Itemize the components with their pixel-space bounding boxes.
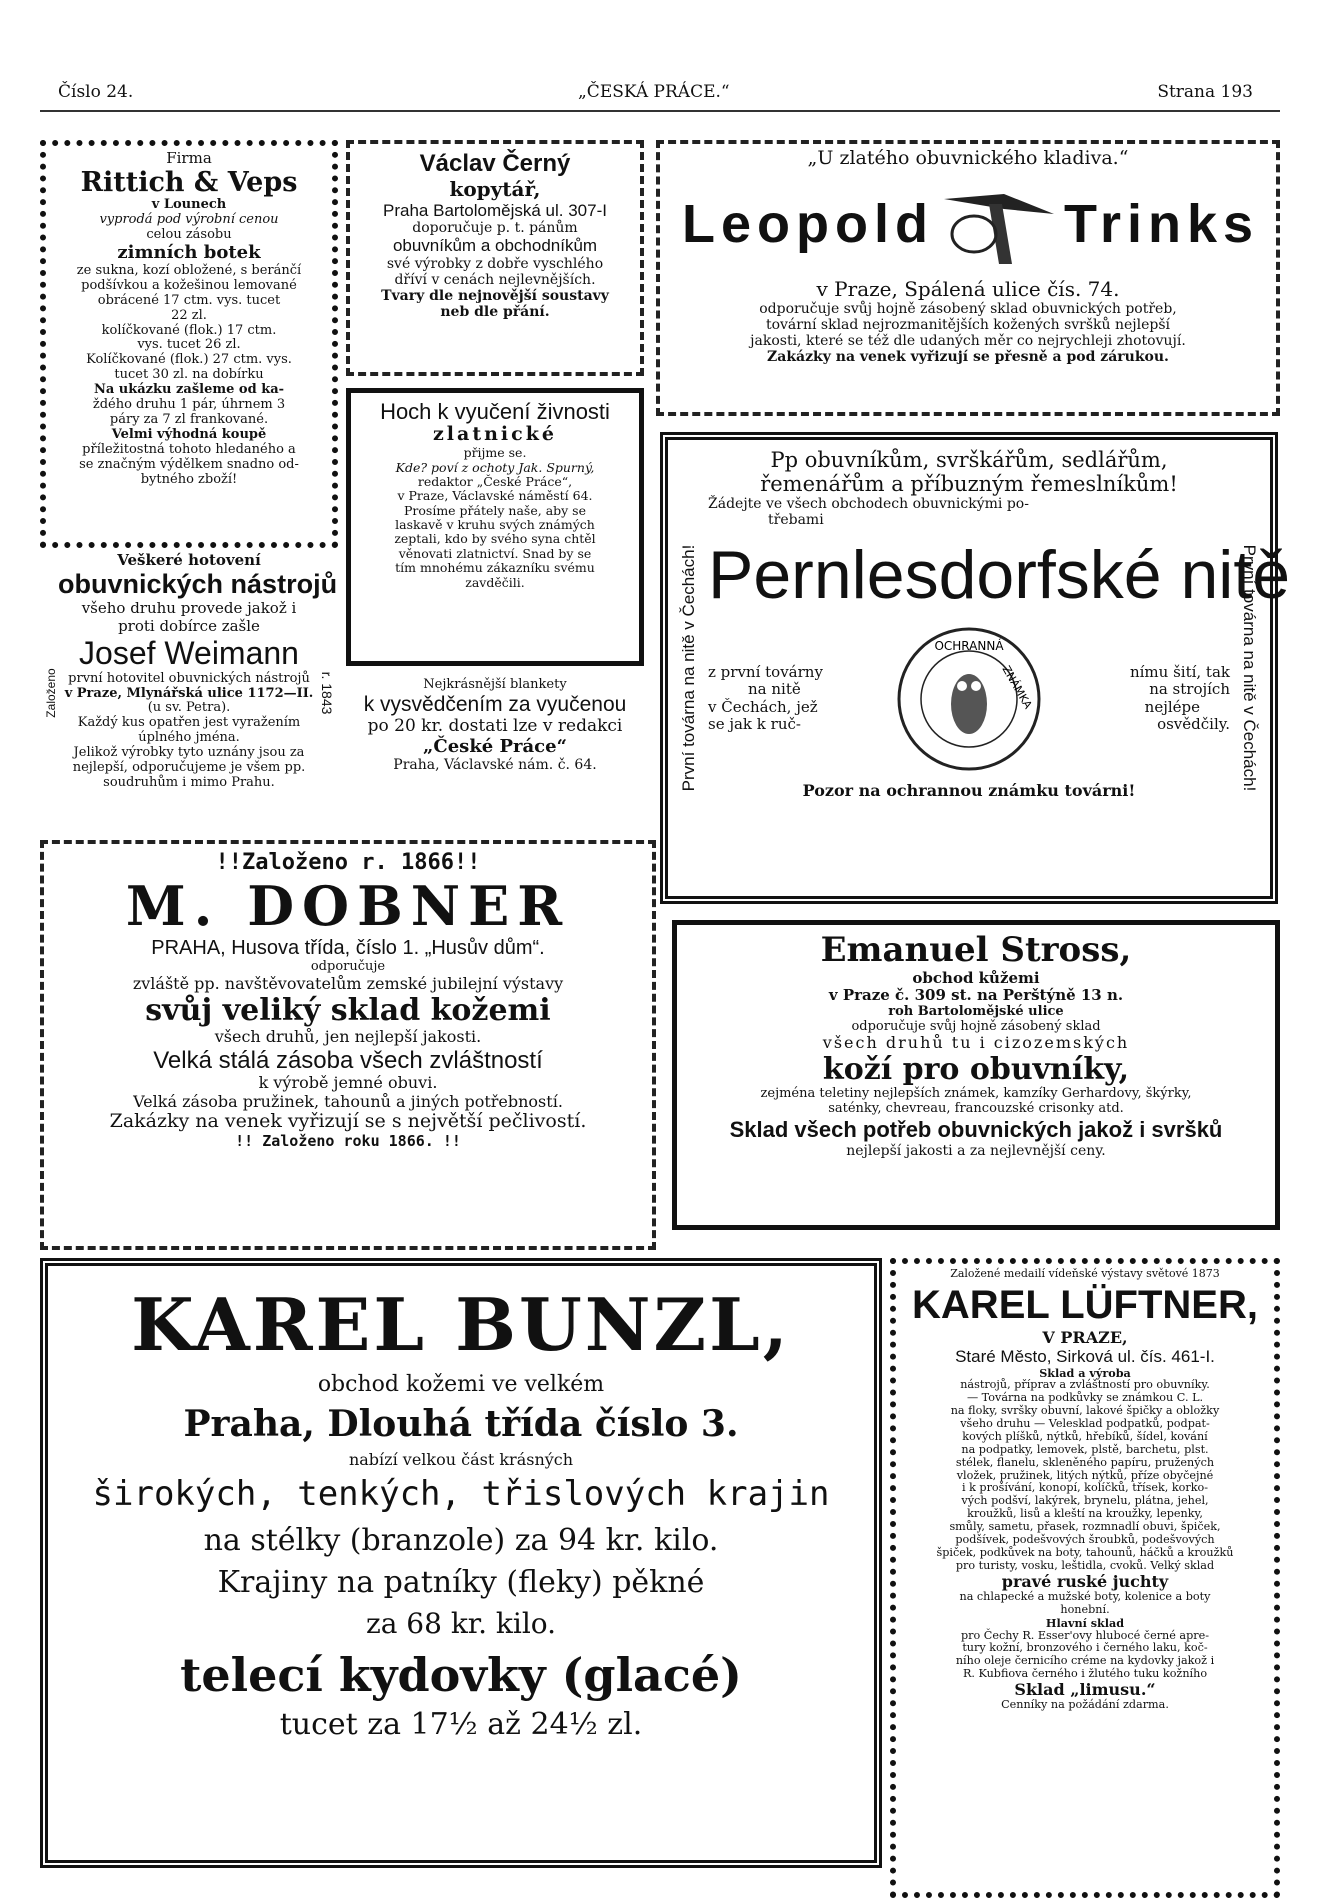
ad-line: nástrojů, příprav a zvláštností pro obuvníky. <box>960 1378 1210 1392</box>
ad-line: soudruhům i mimo Prahu. <box>103 775 275 791</box>
ad-line: tury kožní, bronzového i černého laku, koč- <box>962 1641 1208 1655</box>
ad-line: na nitě <box>748 680 801 699</box>
ad-line: ního oleje černicího créme na kydovky jakož i <box>955 1654 1215 1668</box>
ad-line: telecí kydovky (glacé) <box>180 1648 742 1703</box>
ad-line: neb dle přání. <box>440 304 550 321</box>
ad-line: páry za 7 zl frankované. <box>109 412 269 428</box>
ad-line: vých podšví, lakýrek, brynelu, plátna, jehel, <box>961 1494 1209 1508</box>
ad-line: Staré Město, Sirková ul. čís. 461-I. <box>955 1347 1215 1367</box>
ad-line: „České Práce“ <box>423 735 567 757</box>
ad-line: PRAHA, Husova třída, číslo 1. „Husův dům“. <box>151 937 545 960</box>
ad-line: obuvníkům a obchodníkům <box>392 236 598 256</box>
page-header <box>58 82 1253 106</box>
ad-line: Sklad „limusu.“ <box>1014 1680 1156 1700</box>
ad-line: — Továrna na podkůvky se známkou C. L. <box>966 1391 1204 1405</box>
header-rule <box>40 110 1280 112</box>
ad-blankety <box>346 674 644 824</box>
ad-line: k výrobě jemné obuvi. <box>258 1073 438 1093</box>
ad-line: se jak k ruč- <box>708 714 801 733</box>
ad-line: širokých, tenkých, třislových krajin <box>92 1474 830 1515</box>
ad-line: doporučuje p. t. pánům <box>412 220 578 237</box>
ad-line: dříví v cenách nejlevnějších. <box>394 271 596 288</box>
ad-luftner <box>890 1258 1280 1898</box>
ad-line: přijme se. <box>463 445 527 461</box>
ad-bunzl <box>40 1258 882 1868</box>
ad-line: vložek, pružinek, litých nýtků, příze obyčejné <box>956 1468 1214 1482</box>
ad-line: pravé ruské juchty <box>1001 1571 1169 1591</box>
ad-line: všech druhů tu i cizozemských <box>822 1033 1130 1053</box>
ad-line: zvláště pp. navštěvovatelům zemské jubilejní výstavy <box>132 974 564 994</box>
ad-firstname: Leopold <box>682 193 934 254</box>
hammer-icon <box>934 174 1064 274</box>
ad-line: kroužků, lisů a kleští na kroužky, lepenky, <box>967 1507 1203 1521</box>
ad-cerny <box>346 140 644 376</box>
ad-rittich-veps <box>40 140 338 548</box>
ad-line: zeptali, kdo by svého syna chtěl <box>394 531 596 547</box>
ad-line: kopytář, <box>449 176 541 201</box>
ad-line: R. Kubfiova černého i žlutého tuku kožního <box>962 1667 1208 1681</box>
ad-line: osvědčily. <box>1157 714 1230 733</box>
ad-line: saténky, chevreau, francouzské crisonky atd. <box>828 1101 1124 1117</box>
ad-name: Josef Weimann <box>79 634 299 671</box>
ad-line: Sklad a výroba <box>1039 1365 1131 1380</box>
ad-dobner <box>40 840 656 1250</box>
ad-line: příležitostná tohoto hledaného a <box>82 442 296 458</box>
ad-headline: KAREL LÜFTNER, <box>912 1282 1258 1327</box>
ad-line: svůj veliký sklad kožemi <box>145 992 551 1028</box>
ad-pernlesdorf <box>660 432 1291 904</box>
ad-headline: k vysvědčením za vyučenou <box>363 692 627 716</box>
ad-line: nímu šití, tak <box>1129 663 1230 682</box>
ad-headline: Pernlesdorfské nitě <box>708 537 1291 614</box>
ad-line: zejména teletiny nejlepších známek, kamzíky Gerhardovy, škýrky, <box>760 1086 1192 1102</box>
ad-line: Velká zásoba pružinek, tahounů a jiných potřebností. <box>133 1091 563 1111</box>
ad-line: všeho druhu provede jakož i <box>81 599 297 618</box>
side-label-right: r. 1843 <box>319 671 335 715</box>
ad-line: Pozor na ochrannou známku továrni! <box>802 780 1136 800</box>
ad-line: se značným výdělkem snadno od- <box>79 456 299 472</box>
ad-line: obchod kožemi ve velkém <box>317 1371 605 1397</box>
ad-line: Velká stálá zásoba všech zvláštností <box>153 1046 543 1074</box>
ad-line: Prosíme přátely naše, aby se <box>404 502 586 518</box>
ad-line: v Praze, Mlynářská ulice 1172—II. <box>64 685 314 701</box>
ad-line: všech druhů, jen nejlepší jakosti. <box>214 1027 482 1047</box>
ad-line: na stélky (branzole) za 94 kr. kilo. <box>203 1523 719 1559</box>
side-label-left: Založeno <box>44 668 58 718</box>
seal-text-right: ZNÁMKA <box>999 663 1035 711</box>
ad-line: obrácené 17 ctm. vys. tucet <box>97 292 281 308</box>
ad-line: Hlavní sklad <box>1045 1615 1125 1630</box>
ad-headline: M. DOBNER <box>125 874 571 939</box>
ad-line: na chlapecké a mužské boty, kolenice a boty <box>959 1589 1211 1603</box>
ad-line: špiček, podkůvek na boty, tahounů, háčků a kroužků <box>936 1545 1234 1559</box>
ad-line: zavděčili. <box>465 574 525 590</box>
ad-headline: KAREL BUNZL, <box>131 1282 791 1367</box>
journal-title: „ČESKÁ PRÁCE.“ <box>578 82 730 102</box>
ad-line: ze sukna, kozí obložené, s beránčí <box>76 262 302 278</box>
ad-headline: obuvnických nástrojů <box>58 569 338 600</box>
ad-line: laskavě v kruhu svých známých <box>395 517 595 533</box>
ad-line: na strojích <box>1149 680 1230 699</box>
ad-line: Velmi výhodná koupě <box>111 427 267 443</box>
ad-line: koží pro obuvníky, <box>822 1051 1130 1087</box>
ad-line: kolíčkované (flok.) 17 ctm. <box>101 322 277 338</box>
ad-line: podšívkou a kožešinou lemované <box>81 277 297 293</box>
ad-line: první hotovitel obuvnických nástrojů <box>68 670 310 686</box>
ad-line: Veškeré hotovení <box>117 551 261 569</box>
ad-line: řemenářům a příbuzným řemeslníkům! <box>760 472 1178 497</box>
ad-line: (u sv. Petra). <box>147 700 231 716</box>
ad-line: tucet za 17½ až 24½ zl. <box>279 1706 643 1742</box>
ad-line: !! Založeno roku 1866. !! <box>235 1131 461 1150</box>
ad-line: na podpatky, lemovek, plstě, barchetu, plst. <box>961 1442 1209 1456</box>
ad-headline: Václav Černý <box>419 150 571 177</box>
ad-line: proti dobírce zašle <box>118 616 260 635</box>
ad-line: po 20 kr. dostati lze v redakci <box>367 716 623 737</box>
ad-line: nejlépe <box>1144 697 1200 716</box>
ad-line: své výrobky z dobře vyschlého <box>386 255 604 272</box>
ad-line: nabízí velkou část krásných <box>348 1449 574 1469</box>
ad-line: věnovati zlatnictví. Snad by se <box>398 545 592 561</box>
ad-line: Praha Bartolomějská ul. 307-I <box>383 200 607 220</box>
ad-line: pro Čechy R. Esser'ovy hlubocé černé apre- <box>960 1628 1209 1642</box>
ad-line: vys. tucet 26 zl. <box>137 337 241 353</box>
ad-line: v Praze, Spálená ulice čís. 74. <box>816 276 1120 301</box>
ad-line: Každý kus opatřen jest vyražením <box>77 715 301 731</box>
ad-line: Krajiny na patníky (fleky) pěkné <box>217 1565 705 1601</box>
ad-line: zimních botek <box>117 242 261 264</box>
ad-line: nejlepší jakosti a za nejlevnější ceny. <box>846 1142 1106 1159</box>
ad-line: Na ukázku zašleme od ka- <box>93 382 285 398</box>
ad-line: Pp obuvníkům, svrškářům, sedlářům, <box>770 448 1168 472</box>
ad-line: i k prošívání, konopí, kolíčků, třísek, korko- <box>961 1481 1209 1495</box>
ad-stross <box>672 920 1280 1230</box>
ad-line: V PRAZE, <box>1042 1327 1128 1347</box>
ad-line: Kolíčkované (flok.) 27 ctm. vys. <box>86 352 292 368</box>
ad-line: tím mnohému zákazníku svému <box>395 560 595 576</box>
ad-line: zlatnické <box>433 423 557 446</box>
ad-line: Zakázky na venek vyřizují se přesně a pod zárukou. <box>767 349 1169 366</box>
ad-line: Praha, Václavské nám. č. 64. <box>393 757 597 774</box>
ad-line: Nejkrásnější blankety <box>423 677 567 692</box>
ad-line: Tvary dle nejnovější soustavy <box>381 287 609 304</box>
ad-line: třebami <box>768 512 824 529</box>
ad-line: všeho druhu — Velesklad podpatků, podpat- <box>960 1417 1210 1431</box>
ad-line: v Čechách, jež <box>708 697 818 716</box>
ad-line: Zakázky na venek vyřizují se s největší pečlivostí. <box>109 1109 587 1132</box>
seal-text-top: OCHRANNÁ <box>934 638 1004 653</box>
ad-line: 22 zl. <box>171 307 207 323</box>
ad-line: ždého druhu 1 pár, úhrnem 3 <box>92 397 286 413</box>
ad-weimann <box>40 552 338 834</box>
ad-line: smůly, sametu, přasek, rozmnadlí obuvi, špiček, <box>949 1520 1221 1534</box>
ad-line: kových plíšků, nýtků, hřebíků, šídel, kování <box>962 1429 1208 1443</box>
ad-hoch <box>346 388 644 666</box>
ad-line: Praha, Dlouhá třída číslo 3. <box>183 1402 739 1445</box>
ad-line: „U zlatého obuvnického kladiva.“ <box>807 147 1129 169</box>
ad-headline: Emanuel Stross, <box>820 930 1132 970</box>
ad-line: nejlepší, odporučujeme je všem pp. <box>72 760 306 776</box>
ad-line: v Lounech <box>151 197 227 213</box>
ad-line: tucet 30 zl. na dobírku <box>114 367 264 383</box>
ad-line: v Praze, Václavské náměstí 64. <box>397 488 593 504</box>
ad-line: Žádejte ve všech obchodech obuvnickými po- <box>708 496 1029 513</box>
ad-line: Kde? poví z ochoty Jak. Spurný, <box>395 459 595 475</box>
ad-line: jakosti, které se též dle udaných měr co nejrychleji zhotovují. <box>750 333 1186 350</box>
ad-line: redaktor „České Práce“, <box>417 473 573 489</box>
ad-line: celou zásobu <box>146 227 232 243</box>
ad-line: úplného jména. <box>138 730 240 746</box>
ad-line: !!Založeno r. 1866!! <box>215 850 481 875</box>
owl-trademark-icon <box>894 624 1044 774</box>
ad-lastname: Trinks <box>1063 193 1260 254</box>
ad-line: Firma <box>166 149 212 167</box>
ad-line: stélek, flanelu, skleněného papíru, pružených <box>955 1455 1215 1469</box>
ad-line: bytného zboží! <box>140 471 238 487</box>
ad-line: Cenníky na požádání zdarma. <box>1001 1698 1169 1712</box>
ad-line: roh Bartolomějské ulice <box>888 1003 1064 1019</box>
ad-headline: Hoch k vyučení živnosti <box>380 399 610 424</box>
ad-line: pro turisty, vosku, leštidla, cvoků. Velký sklad <box>955 1558 1215 1572</box>
ad-line: tovární sklad nejrozmanitějších kožených svršků nejlepší <box>765 316 1171 333</box>
ad-headline: Rittich & Veps <box>80 167 298 199</box>
ad-line: Založené medailí vídeňské výstavy světové 1873 <box>950 1267 1220 1280</box>
ad-line: obchod kůžemi <box>912 969 1040 988</box>
ad-line: Sklad všech potřeb obuvnických jakož i svršků <box>729 1117 1223 1143</box>
ad-line: Jelikož výrobky tyto uznány jsou za <box>73 745 305 761</box>
issue-number: Číslo 24. <box>58 82 134 102</box>
ad-line: vyprodá pod výrobní cenou <box>99 212 279 228</box>
ad-line: podšívek, podešvových šroubků, podešvových <box>955 1532 1215 1546</box>
ad-line: odporučuje <box>310 959 386 975</box>
ad-line: na floky, svršky obuvní, lakové špičky a obložky <box>950 1404 1220 1418</box>
ad-line: honební. <box>1060 1602 1110 1616</box>
side-label-left: První továrna na nitě v Čechách! <box>679 544 698 792</box>
ad-line: odporučuje svůj hojně zásobený sklad <box>851 1018 1101 1034</box>
ad-trinks <box>656 140 1280 416</box>
ad-line: za 68 kr. kilo. <box>365 1607 557 1641</box>
ad-line: v Praze č. 309 st. na Perštýně 13 n. <box>828 986 1124 1005</box>
ad-line: odporučuje svůj hojně zásobený sklad obuvnických potřeb, <box>759 300 1177 317</box>
side-label-right: První továrna na nitě v Čechách! <box>1240 544 1259 792</box>
page-number: Strana 193 <box>1157 82 1253 102</box>
ad-line: z první továrny <box>708 663 823 682</box>
